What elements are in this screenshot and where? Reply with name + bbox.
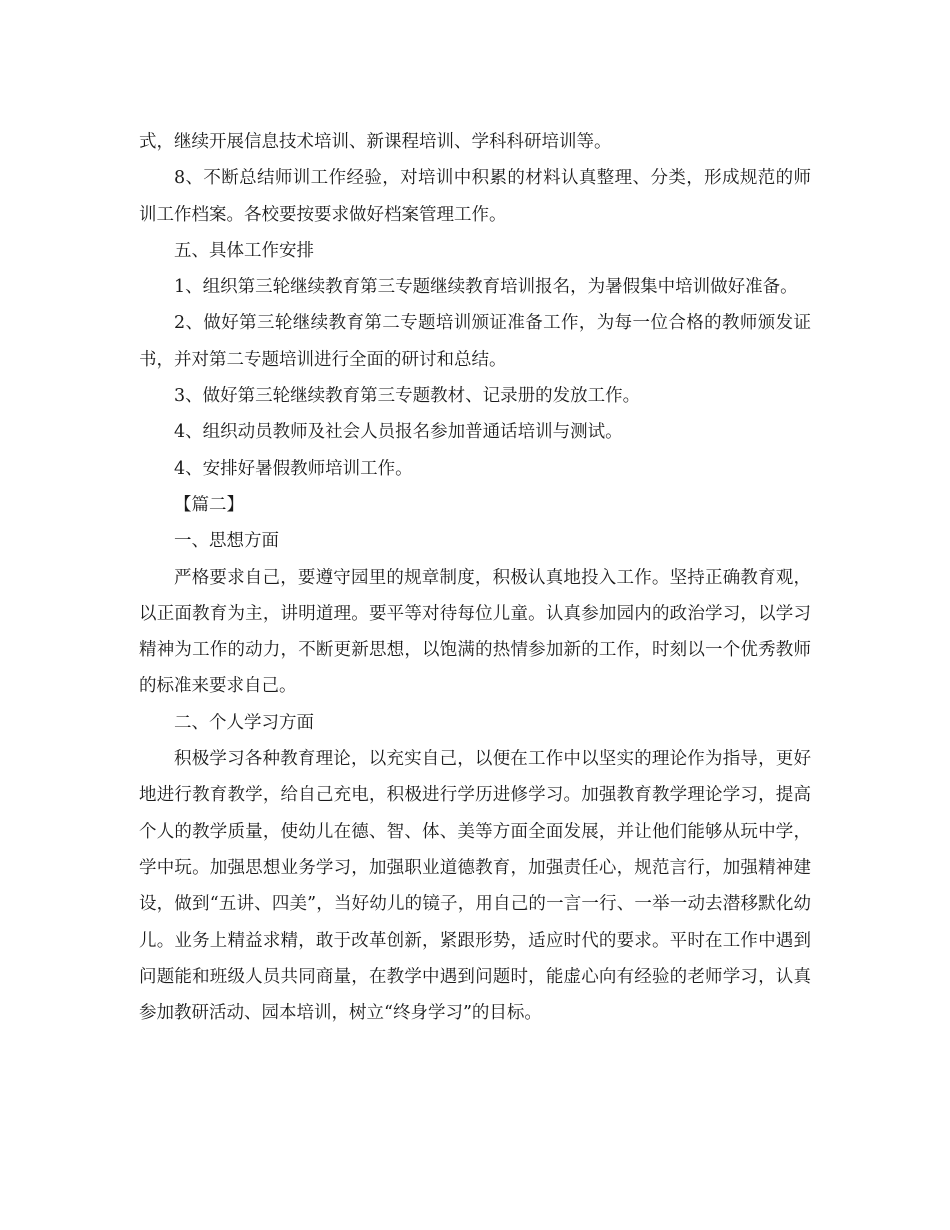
- paragraph-plan-item-4b: 4、安排好暑假教师培训工作。: [174, 458, 413, 479]
- document-body: [139, 124, 811, 1031]
- paragraph-plan-item-2: 2、做好第三轮继续教育第二专题培训颁证准备工作，为每一位合格的教师颁发证书，并对第二专题培训进行全面的研讨和总结。: [139, 313, 811, 370]
- section-heading-thought: 一、思想方面: [174, 531, 279, 552]
- paragraph-plan-item-4a: 4、组织动员教师及社会人员报名参加普通话培训与测试。: [174, 422, 623, 443]
- paragraph-continuation: 式，继续开展信息技术培训、新课程培训、学科科研培训等。: [139, 132, 612, 152]
- paragraph-study: 积极学习各种教育理论，以充实自己，以便在工作中以坚实的理论作为指导，更好地进行教育教学，给自己充电，积极进行学历进修学习。加强教育教学理论学习，提高个人的教学质量，使幼儿在德、智、体、美等方面全面发展，并让他们能够从玩中学，学中玩。加强思想业务学习，加强职业道德教育，加强责任心，规范言行，加强精神建设，做到“五讲、四美”，当好幼儿的镜子，用自己的一言一行、一举一动去潜移默化幼儿。业务上精益求精，敢于改革创新，紧跟形势，适应时代的要求。平时在工作中遇到问题能和班级人员共同商量，在教学中遇到问题时，能虚心向有经验的老师学习，认真参加教研活动、园本培训，树立“终身学习”的目标。: [139, 749, 811, 1024]
- section-heading-work-plan: 五、具体工作安排: [174, 240, 314, 261]
- paragraph-plan-item-1: 1、组织第三轮继续教育第三专题继续教育培训报名，为暑假集中培训做好准备。: [174, 277, 798, 298]
- paragraph-thought: 严格要求自己，要遵守园里的规章制度，积极认真地投入工作。坚持正确教育观，以正面教育为主，讲明道理。要平等对待每位儿童。认真参加园内的政治学习，以学习精神为工作的动力，不断更新思想，以饱满的热情参加新的工作，时刻以一个优秀教师的标准来要求自己。: [139, 567, 811, 697]
- section-heading-study: 二、个人学习方面: [174, 712, 314, 733]
- paragraph-plan-item-3: 3、做好第三轮继续教育第三专题教材、记录册的发放工作。: [174, 386, 641, 407]
- part-heading-two: 【篇二】: [174, 494, 244, 515]
- paragraph-item-8: 8、不断总结师训工作经验，对培训中积累的材料认真整理、分类，形成规范的师训工作档案。各校要按要求做好档案管理工作。: [139, 168, 811, 225]
